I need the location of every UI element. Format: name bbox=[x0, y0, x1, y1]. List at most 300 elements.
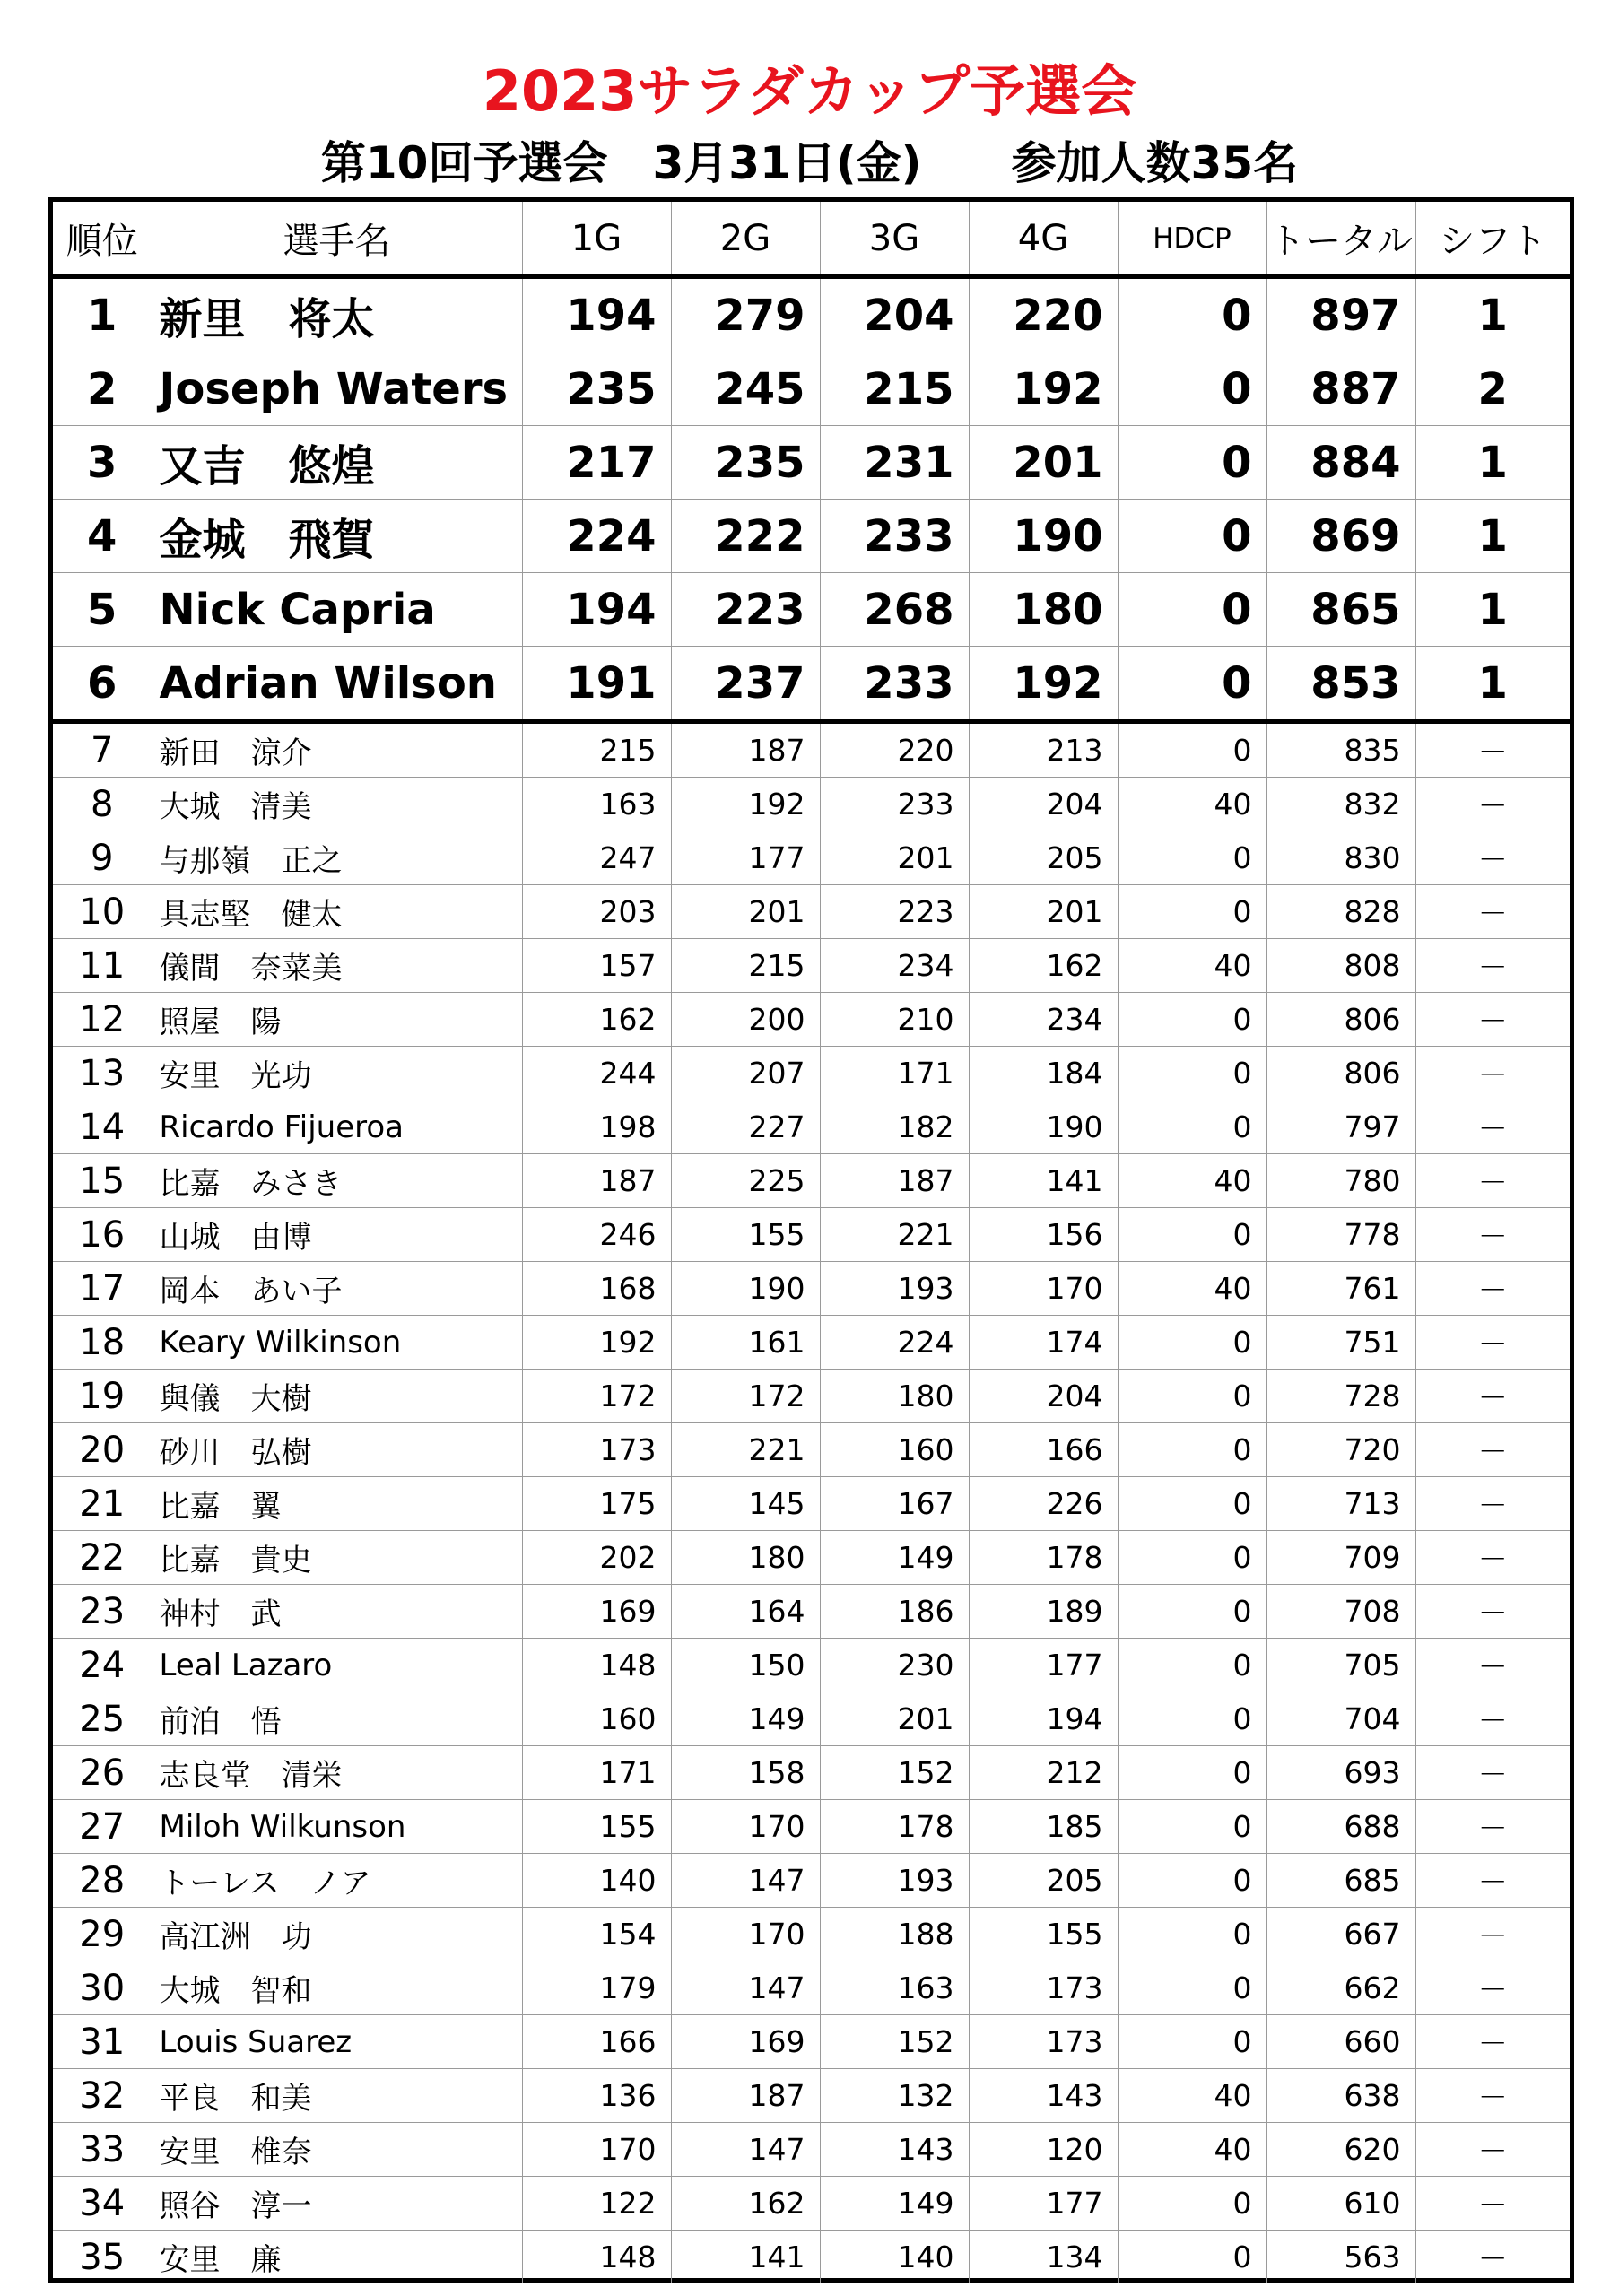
cell-hdcp: 40 bbox=[1118, 939, 1266, 993]
cell-player-name: 安里 廉 bbox=[152, 2231, 522, 2284]
table-row bbox=[53, 1262, 1570, 1316]
cell-player-name: Nick Capria bbox=[152, 573, 522, 647]
cell-shift: － bbox=[1415, 831, 1570, 885]
cell-game-4: 184 bbox=[969, 1047, 1118, 1100]
cell-game-2: 192 bbox=[671, 778, 820, 831]
cell-game-1: 235 bbox=[522, 352, 671, 426]
cell-total: 828 bbox=[1266, 885, 1415, 939]
cell-rank: 9 bbox=[53, 831, 152, 885]
cell-total: 830 bbox=[1266, 831, 1415, 885]
cell-rank: 11 bbox=[53, 939, 152, 993]
cell-total: 806 bbox=[1266, 993, 1415, 1047]
cell-game-1: 224 bbox=[522, 500, 671, 573]
cell-total: 728 bbox=[1266, 1370, 1415, 1423]
table-row bbox=[53, 2069, 1570, 2123]
cell-game-3: 167 bbox=[820, 1477, 969, 1531]
cell-game-4: 204 bbox=[969, 778, 1118, 831]
table-row bbox=[53, 1585, 1570, 1639]
cell-game-4: 173 bbox=[969, 1961, 1118, 2015]
table-row bbox=[53, 1692, 1570, 1746]
cell-game-3: 188 bbox=[820, 1908, 969, 1961]
cell-game-2: 145 bbox=[671, 1477, 820, 1531]
cell-hdcp: 0 bbox=[1118, 1370, 1266, 1423]
cell-game-3: 233 bbox=[820, 647, 969, 722]
cell-total: 720 bbox=[1266, 1423, 1415, 1477]
table-row bbox=[53, 2231, 1570, 2284]
cell-total: 709 bbox=[1266, 1531, 1415, 1585]
header-game-3: 3G bbox=[820, 202, 969, 277]
cell-rank: 5 bbox=[53, 573, 152, 647]
cell-game-1: 194 bbox=[522, 573, 671, 647]
cell-player-name: Leal Lazaro bbox=[152, 1639, 522, 1692]
table-row bbox=[53, 1477, 1570, 1531]
cell-shift: － bbox=[1415, 1800, 1570, 1854]
cell-game-4: 205 bbox=[969, 1854, 1118, 1908]
cell-rank: 30 bbox=[53, 1961, 152, 2015]
cell-game-3: 149 bbox=[820, 2177, 969, 2231]
table-row bbox=[53, 426, 1570, 500]
cell-player-name: 與儀 大樹 bbox=[152, 1370, 522, 1423]
cell-hdcp: 0 bbox=[1118, 1854, 1266, 1908]
cell-shift: － bbox=[1415, 2177, 1570, 2231]
table-row bbox=[53, 831, 1570, 885]
cell-game-1: 194 bbox=[522, 277, 671, 352]
cell-shift: － bbox=[1415, 993, 1570, 1047]
table-row bbox=[53, 573, 1570, 647]
cell-game-4: 174 bbox=[969, 1316, 1118, 1370]
document-title: 2023サラダカップ予選会 bbox=[482, 58, 1137, 124]
cell-game-1: 203 bbox=[522, 885, 671, 939]
cell-shift: － bbox=[1415, 722, 1570, 778]
cell-player-name: 照屋 陽 bbox=[152, 993, 522, 1047]
cell-hdcp: 0 bbox=[1118, 993, 1266, 1047]
cell-shift: － bbox=[1415, 1961, 1570, 2015]
header-row bbox=[53, 202, 1570, 277]
cell-rank: 21 bbox=[53, 1477, 152, 1531]
cell-rank: 22 bbox=[53, 1531, 152, 1585]
table-row bbox=[53, 778, 1570, 831]
cell-game-4: 192 bbox=[969, 352, 1118, 426]
cell-player-name: 新里 将太 bbox=[152, 277, 522, 352]
cell-total: 806 bbox=[1266, 1047, 1415, 1100]
cell-shift: － bbox=[1415, 1692, 1570, 1746]
cell-game-2: 235 bbox=[671, 426, 820, 500]
cell-player-name: Miloh Wilkunson bbox=[152, 1800, 522, 1854]
cell-shift: － bbox=[1415, 1208, 1570, 1262]
cell-game-4: 173 bbox=[969, 2015, 1118, 2069]
cell-game-4: 166 bbox=[969, 1423, 1118, 1477]
cell-game-3: 152 bbox=[820, 1746, 969, 1800]
cell-shift: 1 bbox=[1415, 426, 1570, 500]
cell-game-4: 194 bbox=[969, 1692, 1118, 1746]
cell-game-4: 162 bbox=[969, 939, 1118, 993]
header-game-4: 4G bbox=[969, 202, 1118, 277]
table-row bbox=[53, 2177, 1570, 2231]
cell-player-name: 比嘉 みさき bbox=[152, 1154, 522, 1208]
cell-game-1: 136 bbox=[522, 2069, 671, 2123]
header-rank: 順位 bbox=[53, 202, 152, 277]
table-row bbox=[53, 1100, 1570, 1154]
cell-player-name: 山城 由博 bbox=[152, 1208, 522, 1262]
table-row bbox=[53, 2123, 1570, 2177]
cell-game-3: 140 bbox=[820, 2231, 969, 2284]
cell-shift: － bbox=[1415, 778, 1570, 831]
cell-player-name: Adrian Wilson bbox=[152, 647, 522, 722]
cell-total: 832 bbox=[1266, 778, 1415, 831]
cell-total: 887 bbox=[1266, 352, 1415, 426]
cell-game-2: 190 bbox=[671, 1262, 820, 1316]
cell-game-1: 162 bbox=[522, 993, 671, 1047]
table-row bbox=[53, 939, 1570, 993]
cell-game-4: 204 bbox=[969, 1370, 1118, 1423]
table-row bbox=[53, 1316, 1570, 1370]
cell-game-3: 182 bbox=[820, 1100, 969, 1154]
cell-game-2: 200 bbox=[671, 993, 820, 1047]
cell-player-name: 大城 清美 bbox=[152, 778, 522, 831]
cell-hdcp: 0 bbox=[1118, 1316, 1266, 1370]
cell-player-name: 与那嶺 正之 bbox=[152, 831, 522, 885]
cell-total: 897 bbox=[1266, 277, 1415, 352]
cell-game-4: 190 bbox=[969, 500, 1118, 573]
cell-total: 808 bbox=[1266, 939, 1415, 993]
cell-game-1: 202 bbox=[522, 1531, 671, 1585]
cell-game-1: 154 bbox=[522, 1908, 671, 1961]
cell-game-1: 155 bbox=[522, 1800, 671, 1854]
table-row bbox=[53, 352, 1570, 426]
cell-total: 660 bbox=[1266, 2015, 1415, 2069]
cell-hdcp: 0 bbox=[1118, 1423, 1266, 1477]
table-row bbox=[53, 500, 1570, 573]
cell-game-2: 223 bbox=[671, 573, 820, 647]
cell-game-1: 157 bbox=[522, 939, 671, 993]
cell-total: 704 bbox=[1266, 1692, 1415, 1746]
cell-game-1: 170 bbox=[522, 2123, 671, 2177]
cell-game-3: 201 bbox=[820, 831, 969, 885]
cell-game-2: 187 bbox=[671, 2069, 820, 2123]
cell-game-3: 230 bbox=[820, 1639, 969, 1692]
header-player-name: 選手名 bbox=[152, 202, 522, 277]
cell-total: 708 bbox=[1266, 1585, 1415, 1639]
table-row bbox=[53, 993, 1570, 1047]
cell-shift: 1 bbox=[1415, 573, 1570, 647]
cell-game-2: 170 bbox=[671, 1800, 820, 1854]
results-table bbox=[53, 202, 1570, 2283]
cell-shift: － bbox=[1415, 1316, 1570, 1370]
cell-hdcp: 0 bbox=[1118, 2231, 1266, 2284]
cell-player-name: 安里 椎奈 bbox=[152, 2123, 522, 2177]
cell-shift: 1 bbox=[1415, 500, 1570, 573]
cell-rank: 13 bbox=[53, 1047, 152, 1100]
cell-total: 688 bbox=[1266, 1800, 1415, 1854]
cell-player-name: 比嘉 貴史 bbox=[152, 1531, 522, 1585]
cell-player-name: 砂川 弘樹 bbox=[152, 1423, 522, 1477]
cell-hdcp: 0 bbox=[1118, 2015, 1266, 2069]
cell-hdcp: 0 bbox=[1118, 352, 1266, 426]
cell-rank: 6 bbox=[53, 647, 152, 722]
cell-total: 835 bbox=[1266, 722, 1415, 778]
cell-rank: 18 bbox=[53, 1316, 152, 1370]
cell-rank: 16 bbox=[53, 1208, 152, 1262]
cell-game-4: 177 bbox=[969, 2177, 1118, 2231]
cell-game-4: 201 bbox=[969, 426, 1118, 500]
table-row bbox=[53, 1423, 1570, 1477]
cell-game-3: 215 bbox=[820, 352, 969, 426]
header-shift: シフト bbox=[1415, 202, 1570, 277]
cell-player-name: 高江洲 功 bbox=[152, 1908, 522, 1961]
cell-game-3: 149 bbox=[820, 1531, 969, 1585]
cell-game-3: 143 bbox=[820, 2123, 969, 2177]
cell-game-1: 173 bbox=[522, 1423, 671, 1477]
cell-hdcp: 0 bbox=[1118, 1692, 1266, 1746]
cell-hdcp: 0 bbox=[1118, 885, 1266, 939]
cell-game-4: 120 bbox=[969, 2123, 1118, 2177]
cell-player-name: 岡本 あい子 bbox=[152, 1262, 522, 1316]
cell-game-3: 223 bbox=[820, 885, 969, 939]
cell-rank: 17 bbox=[53, 1262, 152, 1316]
cell-rank: 14 bbox=[53, 1100, 152, 1154]
cell-player-name: Joseph Waters bbox=[152, 352, 522, 426]
table-row bbox=[53, 277, 1570, 352]
cell-game-4: 170 bbox=[969, 1262, 1118, 1316]
cell-game-3: 160 bbox=[820, 1423, 969, 1477]
cell-player-name: 金城 飛賀 bbox=[152, 500, 522, 573]
cell-game-4: 185 bbox=[969, 1800, 1118, 1854]
cell-game-2: 147 bbox=[671, 2123, 820, 2177]
cell-hdcp: 0 bbox=[1118, 1800, 1266, 1854]
cell-game-4: 226 bbox=[969, 1477, 1118, 1531]
cell-shift: － bbox=[1415, 1262, 1570, 1316]
cell-total: 869 bbox=[1266, 500, 1415, 573]
table-row bbox=[53, 1047, 1570, 1100]
cell-hdcp: 0 bbox=[1118, 1047, 1266, 1100]
cell-player-name: 神村 武 bbox=[152, 1585, 522, 1639]
cell-game-2: 147 bbox=[671, 1961, 820, 2015]
cell-player-name: 比嘉 翼 bbox=[152, 1477, 522, 1531]
cell-rank: 29 bbox=[53, 1908, 152, 1961]
cell-game-3: 233 bbox=[820, 500, 969, 573]
cell-game-2: 162 bbox=[671, 2177, 820, 2231]
cell-total: 693 bbox=[1266, 1746, 1415, 1800]
table-row bbox=[53, 1961, 1570, 2015]
cell-total: 638 bbox=[1266, 2069, 1415, 2123]
cell-game-3: 210 bbox=[820, 993, 969, 1047]
cell-game-2: 215 bbox=[671, 939, 820, 993]
cell-game-2: 221 bbox=[671, 1423, 820, 1477]
table-row bbox=[53, 1800, 1570, 1854]
cell-game-3: 152 bbox=[820, 2015, 969, 2069]
cell-hdcp: 0 bbox=[1118, 573, 1266, 647]
cell-shift: － bbox=[1415, 1639, 1570, 1692]
cell-game-2: 141 bbox=[671, 2231, 820, 2284]
cell-game-4: 180 bbox=[969, 573, 1118, 647]
cell-game-3: 220 bbox=[820, 722, 969, 778]
cell-rank: 34 bbox=[53, 2177, 152, 2231]
cell-game-4: 213 bbox=[969, 722, 1118, 778]
cell-hdcp: 40 bbox=[1118, 1154, 1266, 1208]
cell-shift: － bbox=[1415, 2069, 1570, 2123]
cell-rank: 1 bbox=[53, 277, 152, 352]
cell-player-name: Keary Wilkinson bbox=[152, 1316, 522, 1370]
cell-game-1: 191 bbox=[522, 647, 671, 722]
cell-game-3: 180 bbox=[820, 1370, 969, 1423]
cell-game-1: 244 bbox=[522, 1047, 671, 1100]
table-row bbox=[53, 885, 1570, 939]
cell-shift: － bbox=[1415, 1477, 1570, 1531]
cell-game-2: 169 bbox=[671, 2015, 820, 2069]
cell-total: 610 bbox=[1266, 2177, 1415, 2231]
cell-total: 667 bbox=[1266, 1908, 1415, 1961]
header-hdcp: HDCP bbox=[1118, 202, 1266, 277]
cell-shift: － bbox=[1415, 1100, 1570, 1154]
cell-game-2: 150 bbox=[671, 1639, 820, 1692]
document-subtitle: 第10回予選会 3月31日(金) 参加人数35名 bbox=[320, 137, 1299, 189]
cell-player-name: 大城 智和 bbox=[152, 1961, 522, 2015]
cell-shift: － bbox=[1415, 2123, 1570, 2177]
cell-rank: 24 bbox=[53, 1639, 152, 1692]
cell-total: 705 bbox=[1266, 1639, 1415, 1692]
cell-game-2: 225 bbox=[671, 1154, 820, 1208]
cell-hdcp: 0 bbox=[1118, 1746, 1266, 1800]
cell-game-2: 227 bbox=[671, 1100, 820, 1154]
cell-hdcp: 0 bbox=[1118, 1477, 1266, 1531]
cell-shift: 1 bbox=[1415, 277, 1570, 352]
cell-game-4: 177 bbox=[969, 1639, 1118, 1692]
cell-game-2: 149 bbox=[671, 1692, 820, 1746]
cell-rank: 31 bbox=[53, 2015, 152, 2069]
results-sheet bbox=[48, 197, 1574, 2283]
cell-rank: 19 bbox=[53, 1370, 152, 1423]
cell-game-1: 172 bbox=[522, 1370, 671, 1423]
table-row bbox=[53, 1531, 1570, 1585]
cell-game-1: 160 bbox=[522, 1692, 671, 1746]
cell-game-1: 198 bbox=[522, 1100, 671, 1154]
cell-player-name: Louis Suarez bbox=[152, 2015, 522, 2069]
cell-rank: 10 bbox=[53, 885, 152, 939]
cell-game-2: 161 bbox=[671, 1316, 820, 1370]
cell-hdcp: 0 bbox=[1118, 1639, 1266, 1692]
cell-game-3: 221 bbox=[820, 1208, 969, 1262]
table-row bbox=[53, 1854, 1570, 1908]
cell-game-1: 148 bbox=[522, 1639, 671, 1692]
cell-game-1: 169 bbox=[522, 1585, 671, 1639]
cell-shift: 1 bbox=[1415, 647, 1570, 722]
cell-total: 685 bbox=[1266, 1854, 1415, 1908]
cell-total: 778 bbox=[1266, 1208, 1415, 1262]
cell-total: 853 bbox=[1266, 647, 1415, 722]
cell-game-2: 147 bbox=[671, 1854, 820, 1908]
cell-game-2: 155 bbox=[671, 1208, 820, 1262]
cell-game-2: 180 bbox=[671, 1531, 820, 1585]
cell-hdcp: 0 bbox=[1118, 1908, 1266, 1961]
header-total: トータル bbox=[1266, 202, 1415, 277]
cell-hdcp: 40 bbox=[1118, 2123, 1266, 2177]
cell-rank: 26 bbox=[53, 1746, 152, 1800]
cell-hdcp: 40 bbox=[1118, 1262, 1266, 1316]
cell-game-4: 220 bbox=[969, 277, 1118, 352]
table-row bbox=[53, 1208, 1570, 1262]
cell-rank: 28 bbox=[53, 1854, 152, 1908]
cell-rank: 3 bbox=[53, 426, 152, 500]
cell-hdcp: 0 bbox=[1118, 1585, 1266, 1639]
cell-game-3: 204 bbox=[820, 277, 969, 352]
table-row bbox=[53, 722, 1570, 778]
cell-game-1: 148 bbox=[522, 2231, 671, 2284]
cell-game-2: 279 bbox=[671, 277, 820, 352]
cell-hdcp: 0 bbox=[1118, 831, 1266, 885]
cell-hdcp: 0 bbox=[1118, 277, 1266, 352]
cell-shift: － bbox=[1415, 939, 1570, 993]
cell-rank: 23 bbox=[53, 1585, 152, 1639]
cell-game-4: 234 bbox=[969, 993, 1118, 1047]
cell-game-1: 140 bbox=[522, 1854, 671, 1908]
cell-player-name: 照谷 淳一 bbox=[152, 2177, 522, 2231]
cell-rank: 15 bbox=[53, 1154, 152, 1208]
cell-game-4: 134 bbox=[969, 2231, 1118, 2284]
cell-game-4: 192 bbox=[969, 647, 1118, 722]
cell-hdcp: 40 bbox=[1118, 778, 1266, 831]
cell-hdcp: 0 bbox=[1118, 1100, 1266, 1154]
table-row bbox=[53, 1639, 1570, 1692]
cell-game-2: 164 bbox=[671, 1585, 820, 1639]
cell-rank: 4 bbox=[53, 500, 152, 573]
cell-game-4: 205 bbox=[969, 831, 1118, 885]
cell-game-3: 268 bbox=[820, 573, 969, 647]
cell-shift: 2 bbox=[1415, 352, 1570, 426]
cell-rank: 33 bbox=[53, 2123, 152, 2177]
cell-game-1: 166 bbox=[522, 2015, 671, 2069]
cell-game-3: 201 bbox=[820, 1692, 969, 1746]
cell-game-4: 189 bbox=[969, 1585, 1118, 1639]
cell-game-3: 233 bbox=[820, 778, 969, 831]
cell-shift: － bbox=[1415, 885, 1570, 939]
table-row bbox=[53, 1370, 1570, 1423]
cell-game-2: 237 bbox=[671, 647, 820, 722]
cell-game-1: 179 bbox=[522, 1961, 671, 2015]
cell-game-1: 192 bbox=[522, 1316, 671, 1370]
cell-game-1: 171 bbox=[522, 1746, 671, 1800]
cell-shift: － bbox=[1415, 1047, 1570, 1100]
cell-game-4: 155 bbox=[969, 1908, 1118, 1961]
cell-hdcp: 0 bbox=[1118, 500, 1266, 573]
cell-game-4: 141 bbox=[969, 1154, 1118, 1208]
cell-game-3: 178 bbox=[820, 1800, 969, 1854]
cell-player-name: 志良堂 清栄 bbox=[152, 1746, 522, 1800]
cell-player-name: Ricardo Fijueroa bbox=[152, 1100, 522, 1154]
cell-rank: 7 bbox=[53, 722, 152, 778]
cell-total: 761 bbox=[1266, 1262, 1415, 1316]
cell-total: 797 bbox=[1266, 1100, 1415, 1154]
cell-total: 780 bbox=[1266, 1154, 1415, 1208]
cell-player-name: 儀間 奈菜美 bbox=[152, 939, 522, 993]
cell-player-name: 新田 涼介 bbox=[152, 722, 522, 778]
cell-player-name: 具志堅 健太 bbox=[152, 885, 522, 939]
cell-shift: － bbox=[1415, 1370, 1570, 1423]
cell-total: 884 bbox=[1266, 426, 1415, 500]
cell-game-1: 122 bbox=[522, 2177, 671, 2231]
cell-player-name: トーレス ノア bbox=[152, 1854, 522, 1908]
table-row bbox=[53, 1908, 1570, 1961]
cell-game-4: 190 bbox=[969, 1100, 1118, 1154]
cell-game-1: 163 bbox=[522, 778, 671, 831]
cell-total: 865 bbox=[1266, 573, 1415, 647]
cell-game-4: 143 bbox=[969, 2069, 1118, 2123]
cell-total: 662 bbox=[1266, 1961, 1415, 2015]
cell-hdcp: 0 bbox=[1118, 1961, 1266, 2015]
cell-game-3: 186 bbox=[820, 1585, 969, 1639]
cell-game-2: 245 bbox=[671, 352, 820, 426]
header-game-1: 1G bbox=[522, 202, 671, 277]
cell-total: 751 bbox=[1266, 1316, 1415, 1370]
